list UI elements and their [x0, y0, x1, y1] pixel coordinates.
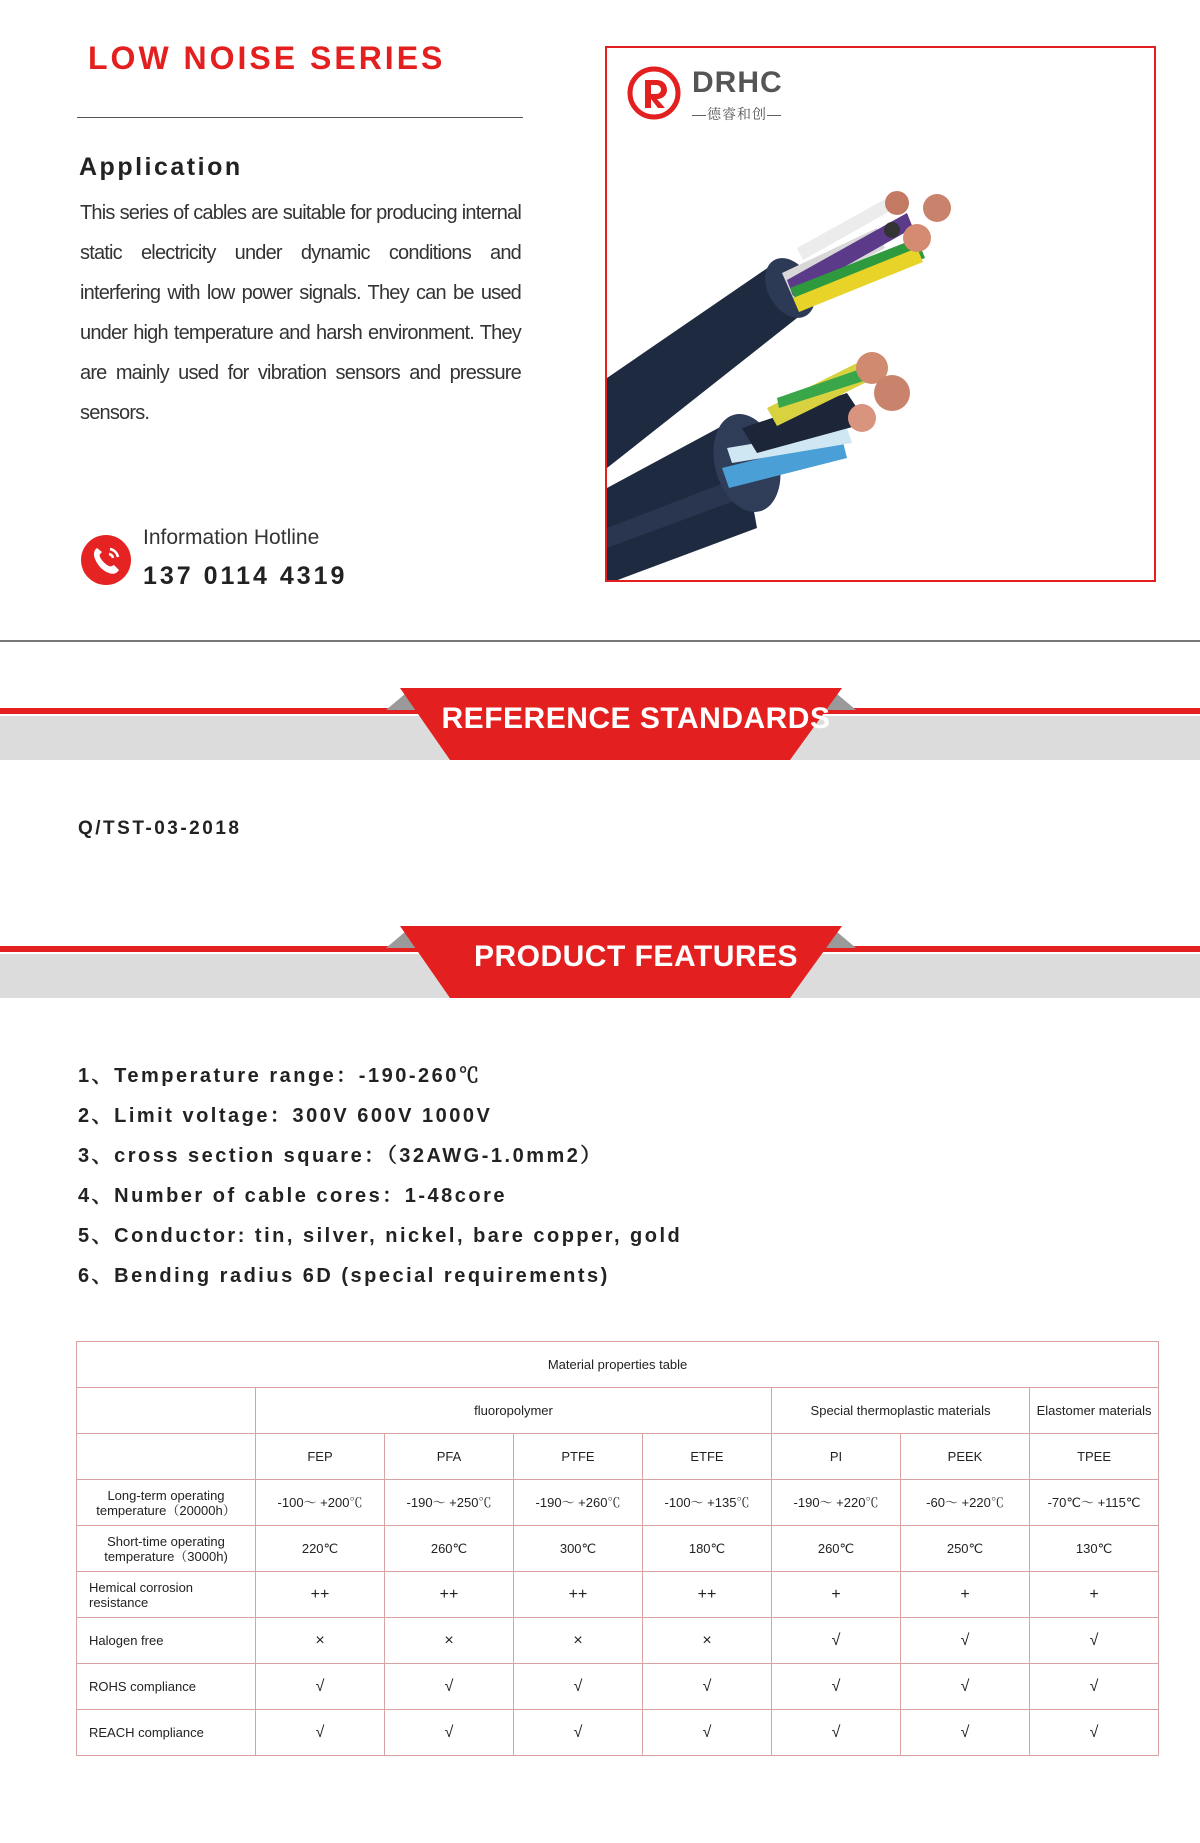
material-header: PFA [385, 1434, 514, 1480]
table-title: Material properties table [77, 1342, 1159, 1388]
title-divider [77, 117, 523, 118]
table-cell: √ [1030, 1710, 1159, 1756]
table-cell: × [514, 1618, 643, 1664]
table-cell: 220℃ [256, 1526, 385, 1572]
table-row [77, 1526, 1159, 1572]
reference-standards-banner [0, 688, 1200, 774]
group-elastomer: Elastomer materials [1030, 1388, 1159, 1434]
table-cell: + [772, 1572, 901, 1618]
material-header: FEP [256, 1434, 385, 1480]
table-cell: -190～ +260℃ [514, 1480, 643, 1526]
row-label: Long-term operating temperature（20000h） [77, 1480, 256, 1526]
table-cell: ++ [643, 1572, 772, 1618]
phone-icon [81, 535, 131, 585]
table-cell: -190～ +220℃ [772, 1480, 901, 1526]
table-cell: + [1030, 1572, 1159, 1618]
brand-subtitle: —德睿和创— [692, 106, 782, 122]
table-cell: √ [385, 1710, 514, 1756]
table-cell: √ [901, 1710, 1030, 1756]
row-label: Hemical corrosion resistance [77, 1572, 256, 1618]
series-title: LOW NOISE SERIES [88, 40, 446, 76]
row-label: Short-time operating temperature（3000h) [77, 1526, 256, 1572]
table-row [77, 1710, 1159, 1756]
table-cell: -70℃～ +115℃ [1030, 1480, 1159, 1526]
feature-item: 3、cross section square：（32AWG-1.0mm2） [78, 1145, 603, 1167]
table-corner-cell [77, 1434, 256, 1480]
table-cell: -60～ +220℃ [901, 1480, 1030, 1526]
application-heading: Application [79, 153, 243, 181]
feature-item: 5、Conductor: tin, silver, nickel, bare copper, gold [78, 1225, 683, 1247]
table-cell: + [901, 1572, 1030, 1618]
table-cell: √ [385, 1664, 514, 1710]
material-properties-table [76, 1341, 1159, 1756]
feature-item: 2、Limit voltage：300V 600V 1000V [78, 1105, 493, 1127]
application-text: This series of cables are suitable for producing internal static electricity under dynamic conditions and interfering with low power signals. They can be used under high temperature and harsh environment. They are mainly used for vibration sensors and pressure sensors. [80, 202, 521, 424]
product-image-frame [605, 46, 1156, 582]
group-fluoropolymer: fluoropolymer [256, 1388, 772, 1434]
standard-code: Q/TST-03-2018 [78, 818, 242, 839]
table-cell: 300℃ [514, 1526, 643, 1572]
table-header-row [77, 1434, 1159, 1480]
row-label: REACH compliance [77, 1710, 256, 1756]
table-cell: √ [514, 1664, 643, 1710]
section-divider [0, 640, 1200, 642]
feature-item: 1、Temperature range：-190-260℃ [78, 1065, 482, 1087]
table-cell: √ [772, 1664, 901, 1710]
table-corner-cell [77, 1388, 256, 1434]
table-cell: ++ [256, 1572, 385, 1618]
table-cell: ++ [514, 1572, 643, 1618]
table-cell: √ [772, 1618, 901, 1664]
product-features-banner [0, 926, 1200, 1012]
table-cell: 260℃ [385, 1526, 514, 1572]
cable-product-image [607, 48, 1156, 582]
table-cell: -100～ +200℃ [256, 1480, 385, 1526]
table-row [77, 1618, 1159, 1664]
table-title-row [77, 1342, 1159, 1388]
row-label: Halogen free [77, 1618, 256, 1664]
table-cell: × [385, 1618, 514, 1664]
product-features-title: PRODUCT FEATURES [473, 940, 799, 973]
table-cell: √ [256, 1710, 385, 1756]
material-header: PI [772, 1434, 901, 1480]
table-row [77, 1480, 1159, 1526]
table-cell: 180℃ [643, 1526, 772, 1572]
table-cell: 260℃ [772, 1526, 901, 1572]
table-cell: √ [901, 1664, 1030, 1710]
table-cell: × [256, 1618, 385, 1664]
table-cell: √ [256, 1664, 385, 1710]
table-cell: 250℃ [901, 1526, 1030, 1572]
reference-standards-title: REFERENCE STANDARDS [441, 702, 831, 735]
table-cell: √ [901, 1618, 1030, 1664]
table-cell: √ [514, 1710, 643, 1756]
group-special-thermoplastic: Special thermoplastic materials [772, 1388, 1030, 1434]
table-cell: √ [1030, 1664, 1159, 1710]
row-label: ROHS compliance [77, 1664, 256, 1710]
table-cell: -100～ +135℃ [643, 1480, 772, 1526]
table-cell: ++ [385, 1572, 514, 1618]
table-cell: √ [1030, 1618, 1159, 1664]
feature-item: 4、Number of cable cores：1-48core [78, 1185, 508, 1207]
material-header: PEEK [901, 1434, 1030, 1480]
material-header: TPEE [1030, 1434, 1159, 1480]
table-cell: √ [643, 1710, 772, 1756]
material-header: ETFE [643, 1434, 772, 1480]
hotline-label: Information Hotline [143, 526, 320, 549]
table-cell: × [643, 1618, 772, 1664]
feature-item: 6、Bending radius 6D (special requirements) [78, 1265, 610, 1287]
table-row [77, 1664, 1159, 1710]
table-cell: √ [643, 1664, 772, 1710]
table-cell: 130℃ [1030, 1526, 1159, 1572]
hotline-number[interactable]: 137 0114 4319 [143, 562, 348, 590]
table-cell: √ [772, 1710, 901, 1756]
table-row [77, 1572, 1159, 1618]
table-cell: -190～ +250℃ [385, 1480, 514, 1526]
material-header: PTFE [514, 1434, 643, 1480]
table-group-row [77, 1388, 1159, 1434]
brand-name: DRHC [692, 66, 783, 99]
